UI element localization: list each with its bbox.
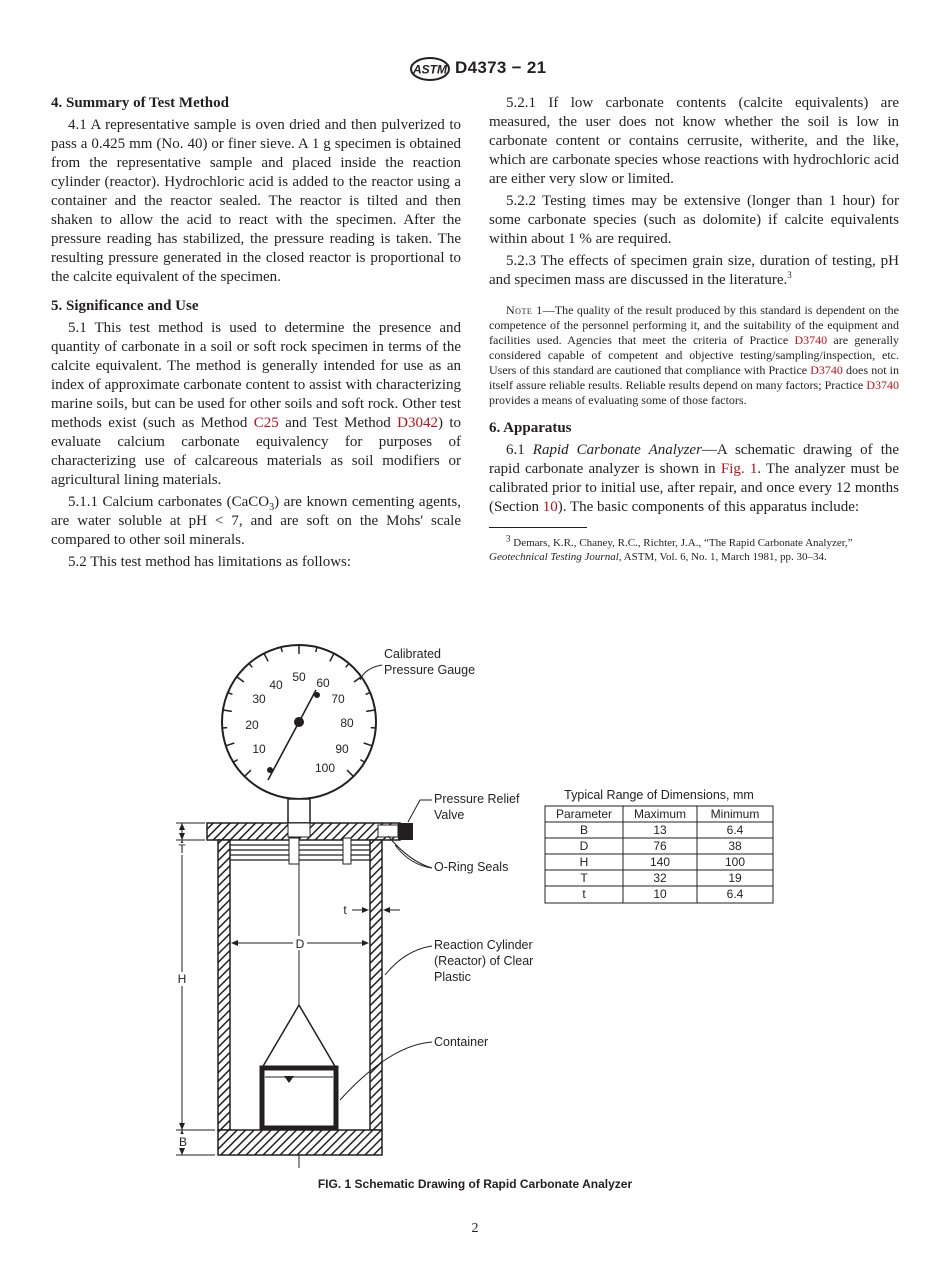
dimension-label-b: B [178, 1135, 188, 1149]
table-cell: 76 [653, 839, 667, 853]
gauge-tick-label: 40 [269, 678, 283, 692]
dimension-label-t-wall: t [343, 903, 347, 917]
dimension-label-d: D [295, 937, 305, 951]
label-o-ring-seals: O-Ring Seals [434, 860, 509, 874]
table-cell: 13 [653, 823, 667, 837]
standard-designation: D4373 − 21 [455, 58, 547, 77]
right-column [489, 94, 899, 564]
gauge-tick-label: 30 [252, 692, 266, 706]
link-d3042[interactable]: D3042 [397, 415, 438, 431]
footnote-3: $^3$ Demars, K.R., Chaney, R.C., Richter, J.A., “The Rapid Carbonate Analyzer,” Geotechnical Testing Journal, ASTM, Vol. 6, No. 1, March 1981, pp. 30–34. [489, 533, 853, 563]
dimensions-table [545, 788, 773, 903]
paragraph-5-1: 5.1 This test method is used to determine the presence and quantity of carbonate in a soil or soft rock specimen in terms of the calcite equivalent. The method is generally intended for use as an index of approximate carbonate content to assist with characterizing marine soils, but can be used for other soils and soft rock. Other test methods exist (such as Method C25 and Test Method D3042) to evaluate calcium carbonate equivalency for purposes of characterizing use of calcareous materials as soil modifiers or agricultural lining materials. [51, 320, 461, 488]
astm-logo-icon [409, 57, 451, 81]
table-header: Parameter [555, 807, 613, 821]
container-icon [262, 1005, 336, 1128]
table-cell: 6.4 [726, 887, 744, 901]
gauge-tick-label: 90 [335, 742, 349, 756]
table-cell: T [580, 871, 588, 885]
dimension-label-t-top: T [178, 842, 186, 856]
left-column [51, 94, 461, 572]
gauge-tick-label: 60 [316, 676, 330, 690]
label-reactor-clear: (Reactor) of Clear [434, 954, 534, 968]
gauge-tick-label: 20 [245, 718, 259, 732]
table-cell: 140 [649, 855, 671, 869]
svg-text:ASTM: ASTM [413, 62, 447, 77]
table-cell: H [579, 855, 589, 869]
gauge-tick-label: 50 [292, 670, 306, 684]
link-fig-1[interactable]: Fig. 1 [720, 461, 758, 477]
paragraph-5-1-1: 5.1.1 Calcium carbonates (CaCO$_3$) are known cementing agents, are water soluble at pH < 7, and are soft on the Mohs' scale compared to other soil minerals. [51, 494, 461, 548]
gauge-tick-label: 80 [340, 716, 354, 730]
label-valve: Valve [434, 808, 465, 822]
label-pressure-relief: Pressure Relief [434, 792, 520, 806]
section-4-heading: 4. Summary of Test Method [51, 95, 229, 111]
link-d3740[interactable]: D3740 [794, 333, 828, 347]
section-5-heading: 5. Significance and Use [51, 298, 199, 314]
table-cell: 10 [653, 887, 667, 901]
link-d3740[interactable]: D3740 [810, 363, 843, 377]
table-cell: 100 [724, 855, 746, 869]
footnote-rule [489, 527, 587, 528]
table-cell: 19 [728, 871, 742, 885]
link-d3740[interactable]: D3740 [866, 378, 899, 392]
page-header [0, 57, 950, 83]
table-cell: 32 [653, 871, 667, 885]
label-plastic: Plastic [434, 970, 471, 984]
paragraph-4-1: 4.1 A representative sample is oven dried and then pulverized to pass a 0.425 mm (No. 40) or finer sieve. A 1 g specimen is obtained from the representative sample and placed inside the reaction cylinder (reactor). Hydrochloric acid is added to the reactor using a container and the reactor sealed. The reactor is tilted and then shaken to allow the acid to react with the specimen. After the pressure reading has stabilized, the pressure reading is taken. The resulting pressure generated in the closed reactor is proportional to the calcite equivalent of the specimen. [51, 117, 461, 285]
paragraph-5-2-1: 5.2.1 If low carbonate contents (calcite equivalents) are measured, the user does not know whether the soil is low in carbonate content or contains cerrusite, witherite, and the like, which are carbonate species whose reactions with hydrochloric acid are either very slow or limited. [489, 95, 899, 187]
paragraph-5-2-3: 5.2.3 The effects of specimen grain size, duration of testing, pH and specimen mass are discussed in the literature.$^3$ [489, 253, 899, 288]
note-1: Note 1—The quality of the result produced by this standard is dependent on the competence of the personnel performing it, and the suitability of the equipment and facilities used. Agencies that meet the criteria of Practice D3740 are generally considered capable of competent and objective testing/sampling/inspection, etc. Users of this standard are cautioned that compliance with Practice D3740 does not in itself assure reliable results. Reliable results depend on many factors; Practice D3740 provides a means of evaluating some of those factors. [489, 303, 899, 407]
label-container: Container [434, 1035, 489, 1049]
table-title: Typical Range of Dimensions, mm [564, 788, 754, 802]
gauge-tick-label: 70 [331, 692, 345, 706]
table-cell: 6.4 [726, 823, 744, 837]
figure-1-schematic [0, 620, 950, 1180]
section-6-heading: 6. Apparatus [489, 420, 572, 436]
label-pressure-gauge: Pressure Gauge [384, 663, 476, 677]
table-header: Maximum [633, 807, 687, 821]
gauge-tick-label: 100 [314, 761, 336, 775]
table-cell: B [579, 823, 589, 837]
paragraph-6-1: 6.1 Rapid Carbonate Analyzer—A schematic drawing of the rapid carbonate analyzer is shown in Fig. 1. The analyzer must be calibrated prior to initial use, after repair, and once every 12 months (Section 10). The basic components of this apparatus include: [489, 442, 900, 515]
label-calibrated: Calibrated [384, 647, 441, 661]
paragraph-5-2: 5.2 This test method has limitations as follows: [68, 554, 352, 570]
dimension-label-h: H [177, 972, 187, 986]
page-number: 2 [471, 1221, 479, 1236]
gauge-tick-label: 10 [252, 742, 266, 756]
table-cell: D [579, 839, 589, 853]
table-cell: t [582, 887, 586, 901]
table-header: Minimum [710, 807, 760, 821]
label-reaction-cylinder: Reaction Cylinder [434, 938, 533, 952]
table-cell: 38 [728, 839, 742, 853]
link-section-10[interactable]: 10 [542, 499, 558, 515]
figure-caption: FIG. 1 Schematic Drawing of Rapid Carbonate Analyzer [317, 1177, 633, 1191]
paragraph-5-2-2: 5.2.2 Testing times may be extensive (longer than 1 hour) for some carbonate species (such as dolomite) if calcite equivalents within about 1 % are required. [489, 193, 899, 247]
link-c25[interactable]: C25 [253, 415, 279, 431]
